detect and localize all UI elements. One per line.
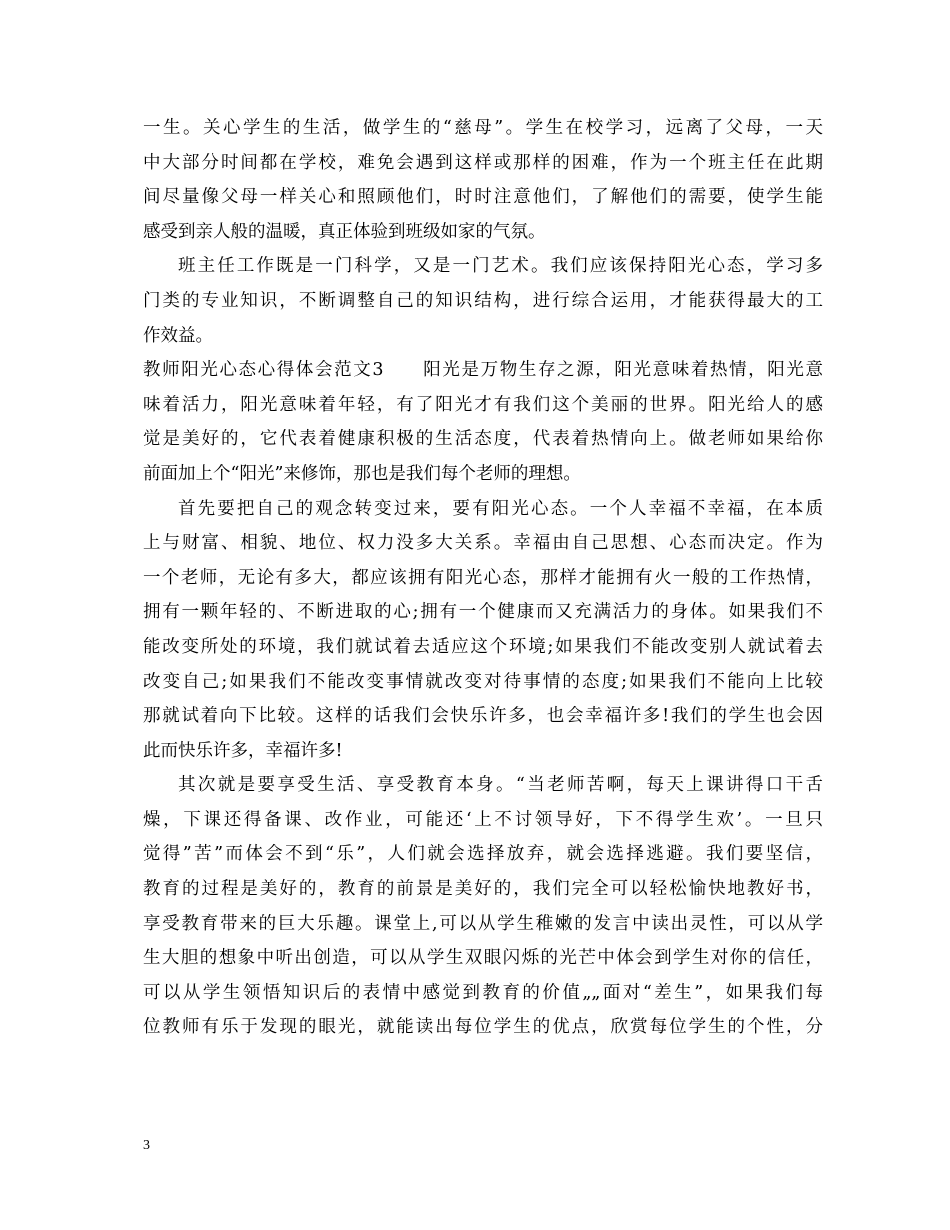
body-text [143, 111, 823, 1045]
text-line: 享受教育带来的巨大乐趣。课堂上,可以从学生稚嫩的发言中读出灵性，可以从学 [143, 913, 823, 934]
page-number: 3 [143, 1138, 150, 1153]
text-line: 燥，下课还得备课、改作业，可能还‘上不讨领导好，下不得学生欢’。一旦只 [143, 809, 823, 830]
text-line: 其次就是要享受生活、享受教育本身。“当老师苦啊，每天上课讲得口干舌 [178, 775, 823, 796]
text-line: 此而快乐许多，幸福许多! [143, 740, 343, 761]
text-line: 生大胆的想象中听出创造，可以从学生双眼闪烁的光芒中体会到学生对你的信任， [143, 948, 823, 969]
text-line: 觉得”苦”而体会不到“乐”，人们就会选择放弃，就会选择逃避。我们要坚信， [143, 844, 823, 865]
text-line: 拥有一颗年轻的、不断进取的心;拥有一个健康而又充满活力的身体。如果我们不 [143, 602, 823, 623]
text-line: 教师阳光心态心得体会范文3 阳光是万物生存之源，阳光意味着热情，阳光意 [143, 360, 823, 381]
text-line: 一个老师，无论有多大，都应该拥有阳光心态，那样才能拥有火一般的工作热情， [143, 567, 823, 588]
text-line: 前面加上个“阳光”来修饰，那也是我们每个老师的理想。 [143, 463, 581, 484]
text-line: 感受到亲人般的温暖，真正体验到班级如家的气氛。 [143, 221, 546, 242]
text-line: 教育的过程是美好的，教育的前景是美好的，我们完全可以轻松愉快地教好书， [143, 879, 823, 900]
text-line: 中大部分时间都在学校，难免会遇到这样或那样的困难，作为一个班主任在此期 [143, 152, 823, 173]
text-line: 那就试着向下比较。这样的话我们会快乐许多，也会幸福许多!我们的学生也会因 [143, 706, 823, 727]
text-line: 作效益。 [143, 325, 213, 346]
text-line: 间尽量像父母一样关心和照顾他们，时时注意他们，了解他们的需要，使学生能 [143, 187, 823, 208]
text-line: 味着活力，阳光意味着年轻，有了阳光才有我们这个美丽的世界。阳光给人的感 [143, 394, 823, 415]
text-line: 班主任工作既是一门科学，又是一门艺术。我们应该保持阳光心态，学习多 [178, 256, 823, 277]
text-line: 门类的专业知识，不断调整自己的知识结构，进行综合运用，才能获得最大的工 [143, 290, 823, 311]
text-line: 能改变所处的环境，我们就试着去适应这个环境;如果我们不能改变别人就试着去 [143, 636, 823, 657]
text-line: 可以从学生领悟知识后的表情中感觉到教育的价值„„面对“差生”，如果我们每 [143, 982, 823, 1003]
text-line: 上与财富、相貌、地位、权力没多大关系。幸福由自己思想、心态而决定。作为 [143, 533, 823, 554]
text-line: 位教师有乐于发现的眼光，就能读出每位学生的优点，欣赏每位学生的个性，分 [143, 1017, 823, 1038]
text-line: 首先要把自己的观念转变过来，要有阳光心态。一个人幸福不幸福，在本质 [178, 498, 823, 519]
text-line: 一生。关心学生的生活，做学生的“慈母”。学生在校学习，远离了父母，一天 [143, 118, 823, 138]
text-line: 觉是美好的，它代表着健康积极的生活态度，代表着热情向上。做老师如果给你 [143, 429, 823, 450]
text-line: 改变自己;如果我们不能改变事情就改变对待事情的态度;如果我们不能向上比较 [143, 671, 823, 692]
